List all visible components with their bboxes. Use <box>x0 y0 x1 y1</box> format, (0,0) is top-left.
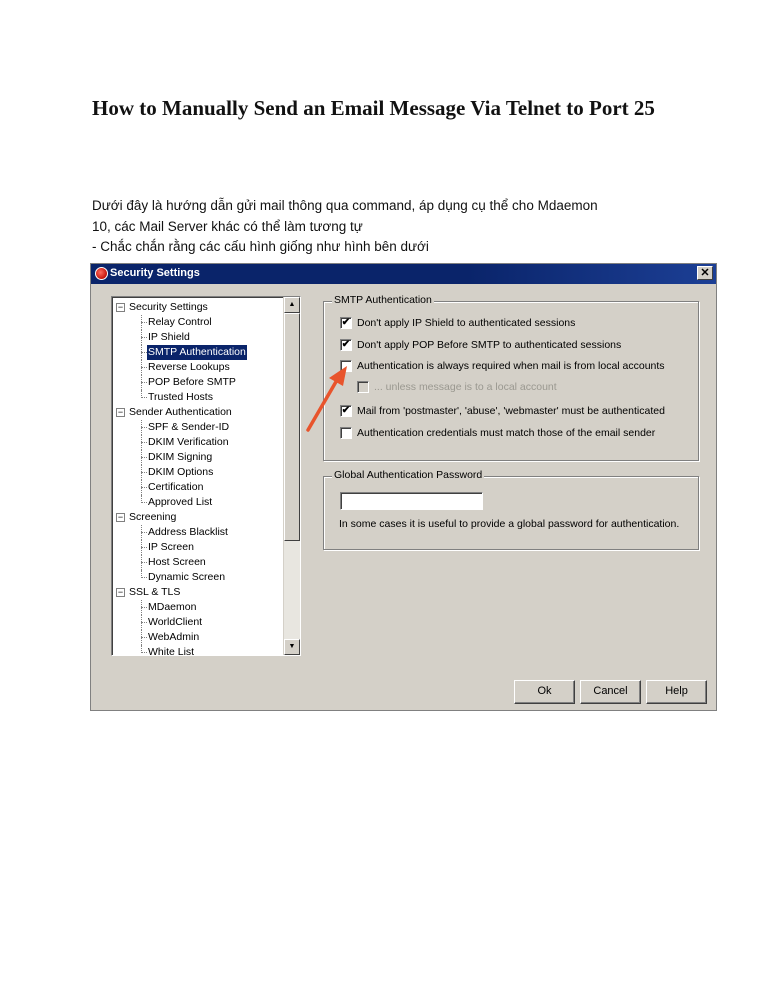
tree-item[interactable] <box>112 420 286 435</box>
tree-item[interactable] <box>112 435 286 450</box>
checked-checkbox[interactable]: ✔ <box>341 317 351 328</box>
tree-item[interactable] <box>112 360 286 375</box>
tree-item-label: IP Screen <box>148 541 194 553</box>
tree-item[interactable] <box>112 465 286 480</box>
tree-item[interactable] <box>112 300 286 315</box>
tree-item-label: IP Shield <box>148 331 190 343</box>
tree-item[interactable] <box>112 570 286 585</box>
tree-item-label: Dynamic Screen <box>148 571 226 583</box>
tree-item[interactable] <box>112 390 286 405</box>
checked-checkbox[interactable]: ✔ <box>341 339 351 350</box>
tree-item[interactable] <box>112 555 286 570</box>
tree-item-label: SPF & Sender-ID <box>148 421 230 433</box>
tree-item[interactable] <box>112 585 286 600</box>
smtp-option-label: Don't apply IP Shield to authenticated sessions <box>357 317 576 329</box>
tree-item[interactable] <box>112 525 286 540</box>
intro-paragraph <box>92 196 712 258</box>
tree-item-label: Sender Authentication <box>129 406 232 418</box>
tree-item[interactable] <box>112 630 286 645</box>
tree-item-label: Screening <box>129 511 177 523</box>
global-password-group <box>323 469 699 550</box>
tree-item[interactable] <box>112 600 286 615</box>
smtp-option-label: Authentication credentials must match those of the email sender <box>357 427 656 439</box>
tree-item[interactable] <box>112 510 286 525</box>
tree-items <box>112 300 286 656</box>
tree-item-label: Relay Control <box>148 316 212 328</box>
collapse-icon[interactable]: − <box>117 302 124 312</box>
collapse-icon[interactable]: − <box>117 512 124 522</box>
tree-item-label: Security Settings <box>129 301 208 313</box>
scroll-up-button[interactable]: ▲ <box>284 297 300 313</box>
paragraph-line: - Chắc chắn rằng các cấu hình giống như hình bên dưới <box>92 239 429 254</box>
tree-item-label: WorldClient <box>148 616 203 628</box>
global-password-help-text: In some cases it is useful to provide a global password for authentication. <box>339 518 680 530</box>
tree-item[interactable] <box>112 540 286 555</box>
global-password-input[interactable] <box>340 492 483 510</box>
tree-item[interactable] <box>112 480 286 495</box>
smtp-option-label: Authentication is always required when mail is from local accounts <box>357 360 665 372</box>
tree-item[interactable] <box>112 405 286 420</box>
ok-button[interactable]: Ok <box>514 680 575 704</box>
smtp-option-label: Don't apply POP Before SMTP to authenticated sessions <box>357 339 622 351</box>
help-button[interactable]: Help <box>646 680 707 704</box>
tree-item-label: White List <box>148 646 195 656</box>
tree-item[interactable] <box>112 330 286 345</box>
tree-item[interactable] <box>112 615 286 630</box>
tree-item[interactable] <box>112 495 286 510</box>
document-title: How to Manually Send an Email Message Via Telnet to Port 25 <box>92 96 655 120</box>
security-settings-dialog <box>90 263 717 711</box>
scroll-thumb[interactable] <box>284 313 300 541</box>
tree-item-label: WebAdmin <box>148 631 200 643</box>
close-button[interactable]: ✕ <box>697 266 713 280</box>
tree-item-label: Approved List <box>148 496 213 508</box>
settings-tree[interactable] <box>111 296 301 656</box>
dialog-title: Security Settings <box>110 267 200 279</box>
tree-item-label: Certification <box>148 481 204 493</box>
checked-checkbox[interactable]: ✔ <box>341 405 351 416</box>
tree-item[interactable] <box>112 645 286 656</box>
checkbox <box>357 381 369 393</box>
smtp-authentication-group-label: SMTP Authentication <box>334 294 432 306</box>
tree-item-label: Host Screen <box>148 556 206 568</box>
paragraph-line: Dưới đây là hướng dẫn gửi mail thông qua command, áp dụng cụ thể cho Mdaemon <box>92 198 598 213</box>
tree-item[interactable] <box>112 345 286 360</box>
cancel-button[interactable]: Cancel <box>580 680 641 704</box>
mdaemon-app-icon <box>95 267 108 280</box>
tree-item-label: Address Blacklist <box>148 526 228 538</box>
smtp-option-label: ... unless message is to a local account <box>374 381 557 393</box>
collapse-icon[interactable]: − <box>117 587 124 597</box>
scroll-down-button[interactable]: ▼ <box>284 639 300 655</box>
tree-item-label: MDaemon <box>148 601 197 613</box>
paragraph-line: 10, các Mail Server khác có thể làm tương tự <box>92 218 363 234</box>
tree-item[interactable] <box>112 450 286 465</box>
tree-item-label: Trusted Hosts <box>148 391 213 403</box>
dialog-titlebar[interactable] <box>91 264 716 284</box>
tree-item-label: POP Before SMTP <box>148 376 236 388</box>
tree-item[interactable] <box>112 375 286 390</box>
tree-item-label: Reverse Lookups <box>148 361 230 373</box>
tree-item-label: DKIM Signing <box>148 451 213 463</box>
global-password-group-label: Global Authentication Password <box>334 469 483 481</box>
tree-item-label: DKIM Options <box>148 466 214 478</box>
tree-item-label: SMTP Authentication <box>148 346 246 358</box>
annotation-arrow-icon <box>303 364 353 434</box>
collapse-icon[interactable]: − <box>117 407 124 417</box>
tree-item-label: SSL & TLS <box>129 586 181 598</box>
tree-item-label: DKIM Verification <box>148 436 229 448</box>
tree-item[interactable] <box>112 315 286 330</box>
smtp-option-label: Mail from 'postmaster', 'abuse', 'webmaster' must be authenticated <box>357 405 665 417</box>
tree-scrollbar[interactable] <box>283 297 300 655</box>
